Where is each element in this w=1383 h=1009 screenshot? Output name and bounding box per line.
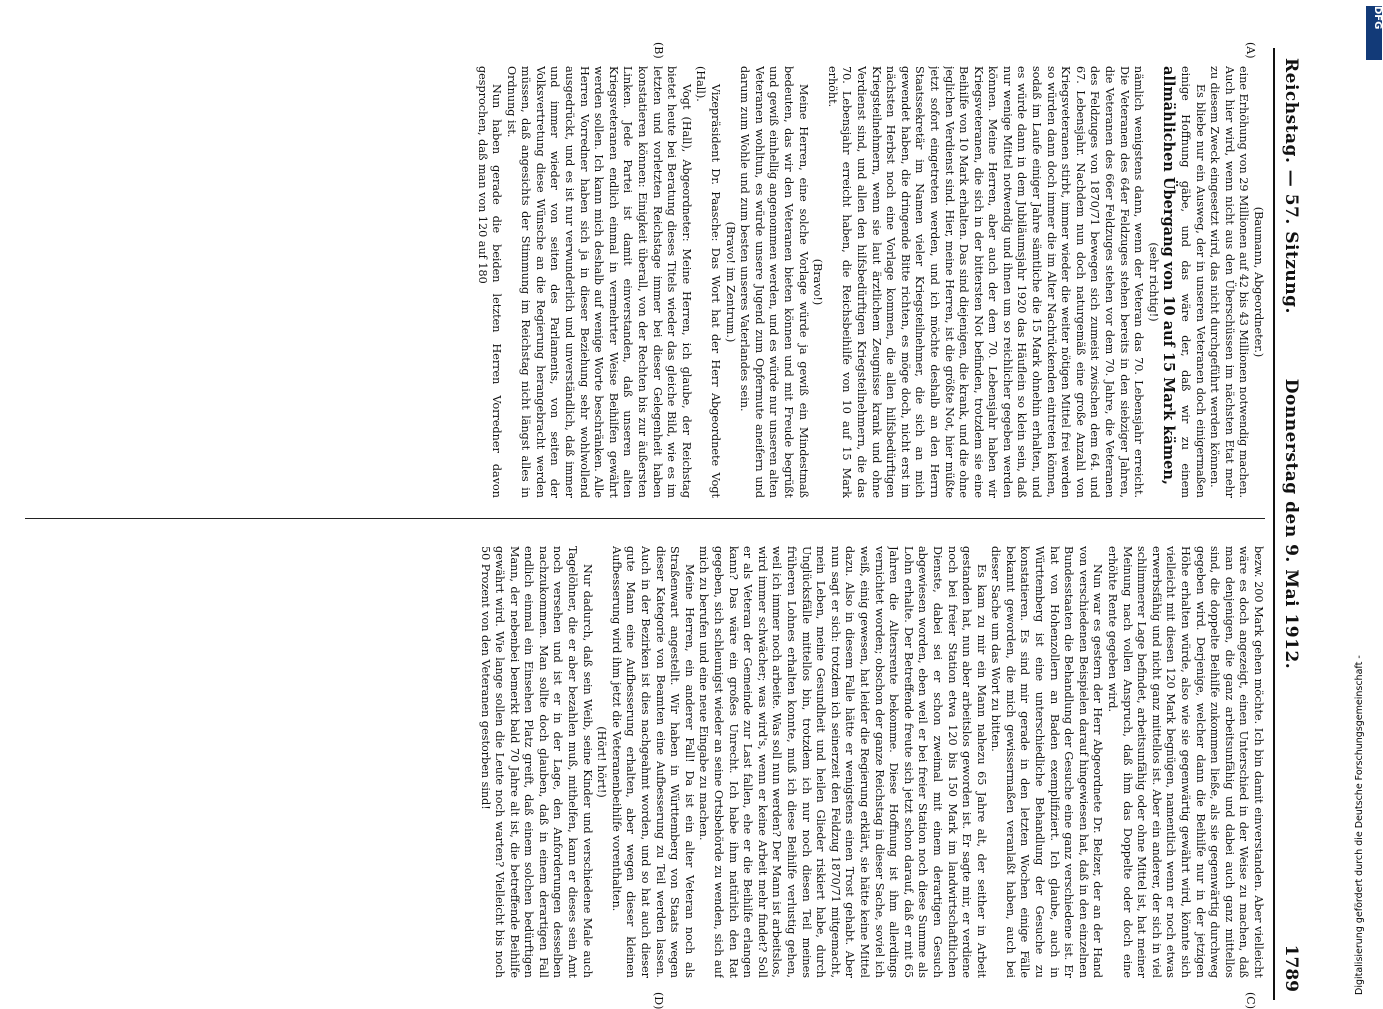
paragraph: Nun haben gerade die beiden letzten Herren Vorredner davon gesprochen, daß man von 120 auf 180 [475, 66, 504, 498]
dfg-logo: DFG [1366, 6, 1382, 60]
paragraph: Nun war es gestern der Herr Abgeordnete Dr. Belzer, der an der Hand von verschiedenen Beispielen darauf hingewiesen hat, daß in den einzelnen Bundesstaaten die Behandlung der Gesuche eine ganz verschiedene ist. Er hat von Hohenzollern an Baden exemplifiziert. Ich glaube, auch in Württemberg ist eine unterschiedliche Behandlung der Gesuche zu konstatieren. Es sind mir gerade in den letzten Wochen einige Fälle bekannt geworden, die mich gewissermaßen veranlaßt haben, auch bei dieser Sache um das Wort zu bitten. [989, 546, 1105, 978]
page-number: 1789 [1281, 944, 1301, 992]
emphasis-text: allmählichen Übergang von 10 auf 15 Mark kämen, [1160, 66, 1178, 485]
margin-marker-a: (A) [1244, 42, 1257, 59]
rotated-page [15, 42, 1305, 1009]
paragraph: eine Erhöhung von 29 Millionen auf 42 bis 43 Millionen notwendig machen. Auch hier wird, wenn nicht aus den Überschüssen im nächsten Etat mehr zu diesem Zweck eingesetzt wird, das nicht durchgeführt werden können. [1208, 66, 1251, 498]
paragraph: bezw. 200 Mark gehen möchte. Ich bin damit einverstanden. Aber vielleicht wäre es doch angezeigt, einen Unterschied in der Weise zu machen, daß man denjenigen, die ganz arbeitsunfähig und dabei auch ganz mittellos sind, die doppelte Beihilfe zukommen ließe, als sie gegenwärtig durchweg gegeben wird. Derjenige, welcher dann die Beihilfe nur in der jetzigen Höhe erhalten würde, also wie sie gegenwärtig gewährt wird, könnte sich vielleicht mit diesen 120 Mark begnügen, namentlich wenn er noch etwas erwerbsfähig und nicht ganz mittellos ist. Aber ein anderer, der sich in viel schlimmerer Lage befindet, arbeitsunfähig oder ohne Mittel ist, hat meiner Meinung nach vollen Anspruch, daß ihm das Doppelte oder doch eine erhöhte Rente gegeben wird. [1106, 546, 1265, 978]
paragraph: Vizepräsident Dr. Paasche: Das Wort hat der Herr Abgeordnete Vogt (Hall). [694, 66, 723, 498]
speaker-tag: (Baumann, Abgeordneter.) [1252, 206, 1265, 358]
paragraph: Meine Herren, eine solche Vorlage würde ja gewiß ein Mindestmaß bedeuten, das wir den Veteranen bieten können und mit Freude begrüßt und gewiß einhellig angenommen werden, und es würde nur unseren alten Veteranen wohltun, es würde unsere Jugend zum Opfermute aneifern und darum zum Wohle und zum besten unseres Vaterlandes sein. [738, 66, 810, 498]
text-column-left [25, 66, 1265, 498]
margin-marker-b: (B) [652, 42, 665, 59]
margin-marker-d: (D) [652, 992, 665, 1009]
interjection: (Bravo! im Zentrum.) [723, 221, 737, 343]
column-divider [25, 518, 1265, 519]
interjection: (Bravo!) [811, 258, 825, 306]
paragraph: Meine Herren, ein anderer Fall! Da ist ein alter Veteran noch als Straßenwart angestellt. Wir haben in Württemberg von Staats wegen dieser Kategorie von Beamten eine Aufbesserung zu Teil werden lassen. Auch in der Bezirken ist dies nachgeahmt worden, und so hat auch dieser gute Mann eine Aufbesserung erhalten, aber wegen dieser kleinen Aufbesserung wird ihm jetzt die Veteranenbeihilfe vorenthalten. [609, 546, 696, 978]
header-date: Donnerstag den 9. Mai 1912. [1281, 378, 1301, 670]
page-header [1271, 48, 1305, 1000]
paragraph: Nur dadurch, daß sein Weib, seine Kinder und verschiedene Male auch Tagelöhner, die er aber bezahlen muß, mithelfen, kann er dieses sein Amt noch versehen und ist er in der Lage, den Anforderungen desselben nachzukommen. Man sollte doch glauben, daß in einem derartigen Fall endlich einmal ein Einsehen Platz greift, daß einem solchen bedürftigen Mann, der nebenbei bemerkt bald 70 Jahre alt ist, die betreffende Beihilfe gewährt wird. Wie lange sollen die Leute noch warten? Vielleicht bis noch 50 Prozent von den Veteranen gestorben sind! [478, 546, 594, 978]
header-rule [1273, 48, 1275, 1000]
text-column-right [25, 546, 1265, 978]
digitization-credit [1340, 0, 1380, 995]
interjection: (sehr richtig!) [1146, 242, 1160, 322]
header-left: Reichstag. — 57. Sitzung. [1281, 58, 1301, 314]
paragraph: nämlich wenigstens dann, wenn der Veteran das 70. Lebensjahr erreicht. Die Veteranen des 64er Feldzuges stehen bereits in den siebziger Jahren, die Veteranen des 66er Feldzuges stehen vor dem 70. Jahre, die Veteranen des Feldzuges von 1870/71 bewegen sich zumeist zwischen dem 64. und 67. Lebensjahr. Nachdem nun doch naturgemäß eine große Anzahl von Kriegsveteranen stirbt, immer wieder die weiter nötigen Mittel frei werden so würden dann doch immer die im Alter Nachrückenden eintreten können, sodaß im Laufe einiger Jahre sämtliche die 15 Mark ohnehin erhalten, und es würde dann in dem Jubiläumsjahr 1920 das Häuflein so klein sein, daß nur wenige Mittel notwendig und ihnen um so reichlicher gegeben werden können. Meine Herren, aber auch der dem 70. Lebensjahr haben wir Kriegsveteranen, die sich in der bittersten Not befinden, trotzdem sie eine Beihilfe von 10 Mark erhalten. Das sind diejenigen, die krank, und die ohne jeglichen Verdienst sind. Hier, meine Herren, ist die größte Not, hier müßte jetzt sofort eingetreten werden, und ich möchte deshalb an den Herrn Staatssekretär im Namen vieler Kriegsteilnehmer, die sich an mich gewendet haben, die dringende Bitte richten, es möge doch, nicht erst im nächsten Herbst noch eine Vorlage kommen, die allen hilfsbedürftigen Kriegsteilnehmern, wenn sie laut ärztlichem Zeugnisse krank und ohne Verdienst sind, und allen den hilfsbedürftigen Kriegsteilnehmern, die das 70. Lebensjahr erreicht haben, die Reichsbeihilfe von 10 auf 15 Mark erhöht. [825, 66, 1146, 498]
paragraph: Vogt (Hall), Abgeordneter: Meine Herren, ich glaube, der Reichstag bietet heute bei Beratung dieses Titels wieder das gleiche Bild, wie es im letzten und vorletzten Reichstage immer bei dieser Gelegenheit haben konstatieren können: Einigkeit überall, von der Rechten bis zur äußersten Linken. Jede Partei ist damit einverstanden, daß unseren alten Kriegsveteranen endlich einmal in vermehrter Weise Beihilfen gewährt werden sollen. Ich kann mich deshalb auf wenige Worte beschränken. Alle Herren Vorredner haben sich ja in dieser Beziehung sehr wohlwollend ausgedrückt, und es ist nur verwunderlich und unverständlich, daß immer und immer wieder von seiten des Parlaments, von seiten der Volksvertretung diese Wünsche an die Regierung herangebracht werden müssen, daß angesichts der Stimmung im Reichstag nicht längst alles in Ordnung ist. [504, 66, 693, 498]
paragraph: Es kam zu mir ein Mann nahezu 65 Jahre alt, der seither in Arbeit gestanden hat, nun aber arbeitslos geworden ist. Er sagte mir, er verdiene noch bei freier Station etwa 120 bis 150 Mark im landwirtschaftlichen Dienste, dabei sei er schon zweimal mit einem derartigen Gesuch abgewiesen worden, eben weil er bei freier Station noch diese Summe als Lohn erhalte. Der Betreffende freute sich jetzt schon darauf, daß er mit 65 Jahren die Altersrente bekomme. Diese Hoffnung ist ihm allerdings vernichtet worden; obschon der ganze Reichstag in dieser Sache, soviel ich weiß, einig gewesen, hat leider die Regierung erklärt, sie hätte keine Mittel dazu. Also in diesem Falle hätte er wenigstens einen Trost gehabt. Aber nun sagt er sich: trotzdem ich seinerzeit den Feldzug 1870/71 mitgemacht, mein Leben, meine Gesundheit und heilen Glieder riskiert habe, durch Unglücksfälle mittellos bin, trotzdem ich nur noch diesen Teil meines früheren Lohnes erhalten konnte, muß ich diese Beihilfe verlustig gehen, weil ich immer noch arbeite. Was soll nun werden? Der Mann ist arbeitslos, wird immer schwächer; was wird's, wenn er keine Arbeit mehr findet? Soll er als Veteran der Gemeinde zur Last fallen, ehe er die Beihilfe erlangen kann? Das wäre ein großes Unrecht. Ich habe ihm natürlich den Rat gegeben, sich schleunigst wieder an seine Ortsbehörde zu wenden, sich auf mich zu berufen und eine neue Eingabe zu machen. [697, 546, 988, 978]
paragraph: Es bliebe nur ein Ausweg, der in unseren Veteranen doch einigermaßen einige Hoffnung gäbe, und das wäre der, daß wir zu einem allmählichen Übergang von 10 auf 15 Mark kämen, [1160, 66, 1207, 498]
margin-marker-c: (C) [1244, 992, 1257, 1009]
credit-text: Digitalisierung gefördert durch die Deutsche Forschungsgemeinschaft - [1354, 655, 1365, 995]
interjection: (Hört! hört!) [595, 726, 609, 798]
